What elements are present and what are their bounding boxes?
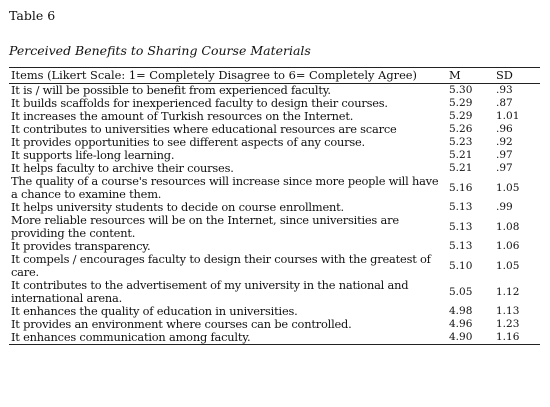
table-row [9,253,540,279]
row-mean-value: 5.10 [449,259,473,272]
table-label: Table 6 [9,8,56,23]
row-sd-value: .92 [496,136,513,148]
table-row [9,331,540,345]
row-sd-value: .97 [496,149,513,161]
row-item-text: It is / will be possible to benefit from experienced faculty. [11,83,331,97]
header-mean: M [447,68,494,84]
row-sd-value: .93 [496,84,513,96]
row-mean-value: 5.29 [449,97,473,109]
row-item-text: It compels / encourages faculty to design their courses with the greatest of care. [11,252,431,279]
row-item-text: It helps university students to decide on course enrollment. [11,200,344,214]
row-sd-value: 1.01 [496,110,520,122]
row-mean-value: 5.21 [449,162,473,174]
row-sd-value: .97 [496,162,513,174]
row-mean-value: 4.98 [449,305,473,317]
row-mean-value: 5.16 [449,181,473,194]
row-mean-value: 5.13 [449,220,473,233]
table-row [9,175,540,201]
row-mean-value: 5.21 [449,149,473,161]
row-mean-value: 5.23 [449,136,473,148]
row-sd-value: 1.23 [496,318,520,330]
row-item-text: It enhances communication among faculty. [9,331,447,345]
row-item-text: It provides opportunities to see different aspects of any course. [11,135,365,149]
row-item-text: It contributes to universities where educational resources are scarce [11,122,397,136]
row-item-text: It supports life-long learning. [11,148,175,162]
row-sd-value: .87 [496,97,513,109]
table-caption: Perceived Benefits to Sharing Course Materials [9,43,311,58]
row-item-text: It increases the amount of Turkish resources on the Internet. [11,109,354,123]
row-sd-value: 1.08 [496,220,520,233]
table-row [9,279,540,305]
row-item-text: It enhances the quality of education in universities. [11,304,298,318]
row-item-text: More reliable resources will be on the Internet, since universities are providing the content. [11,213,399,240]
table-body [9,84,540,345]
row-item-text: It provides transparency. [11,239,151,253]
table-row [9,84,540,98]
row-item-text: It provides an environment where courses can be controlled. [11,317,352,331]
row-mean-value: 5.26 [449,123,473,135]
row-sd-value: .96 [496,123,513,135]
row-mean-value: 5.05 [449,285,473,298]
row-sd-value: 1.12 [496,285,520,298]
row-mean-value: 5.30 [449,84,473,96]
row-sd-value: 1.16 [494,331,540,345]
table-row [9,214,540,240]
row-sd-value: 1.06 [496,240,520,252]
header-items: Items (Likert Scale: 1= Completely Disagree to 6= Completely Agree) [9,68,447,84]
table-header-row [9,68,540,84]
row-mean-value: 5.29 [449,110,473,122]
row-item-text: It helps faculty to archive their courses. [11,161,234,175]
row-mean-value: 5.13 [449,240,473,252]
benefits-table [9,67,540,345]
row-sd-value: 1.05 [496,181,520,194]
row-mean-value: 4.96 [449,318,473,330]
row-mean-value: 4.90 [447,331,494,345]
row-sd-value: .99 [496,201,513,213]
row-item-text: It builds scaffolds for inexperienced faculty to design their courses. [11,96,388,110]
row-item-text: The quality of a course's resources will increase since more people will have a chance to examine them. [11,174,439,201]
header-sd: SD [494,68,540,84]
row-mean-value: 5.13 [449,201,473,213]
row-sd-value: 1.05 [496,259,520,272]
row-sd-value: 1.13 [496,305,520,317]
row-item-text: It contributes to the advertisement of my university in the national and international arena. [11,278,409,305]
